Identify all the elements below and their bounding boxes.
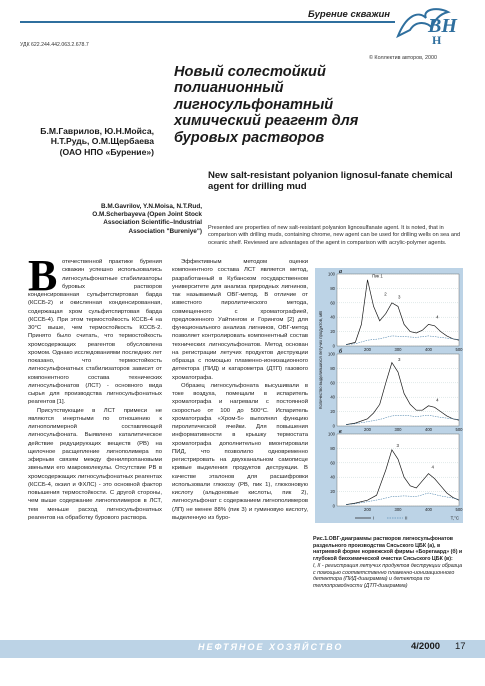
header-rule	[20, 21, 395, 23]
figure-ylabel: Количество выделившихся летучих продуктов, мВ	[318, 311, 323, 409]
journal-name: НЕФТЯНОЕ ХОЗЯЙСТВО	[198, 642, 344, 652]
panel-label: б	[339, 349, 342, 356]
y-tick-label: 100	[328, 271, 335, 277]
y-tick-label: 60	[330, 460, 335, 466]
y-tick-label: 20	[330, 409, 335, 415]
paragraph: Образец лигносульфоната высушивали в токе воздуха, помещали в испаритель хроматографа и нагревали с постоянной скоростью от 100 до 500°С. Испаритель хроматографа «Хром-5» выполнял функцию пиролитической ячейки. Для повышения информативности в крышку термостата хроматографа дополнительно вмонтировали ПИД, что позволило одновременно регистрировать на двухканальном самописце кривые выделения продуктов деструкции. В качестве эталонов для расшифровки использовали глюкозу (РВ, пик 1), глюконовую кислоту (альдоновые кислоты, пик 2), лигносульфонат с содержанием лигнополимеров (ЛП) не менее 88% (пик 3) и гуминовую кислоту, выделенную из буро-	[172, 382, 308, 521]
y-tick-label: 80	[330, 285, 335, 291]
svg-text:Н: Н	[432, 33, 442, 46]
x-tick-label: 400	[425, 347, 432, 352]
legend-label: I	[373, 515, 375, 521]
y-tick-label: 100	[328, 431, 335, 437]
author-line: Н.Т.Рудь, О.М.Щербаева	[50, 136, 154, 147]
page-number: 17	[455, 641, 466, 652]
paragraph	[28, 251, 162, 407]
article-title-en: New salt-resistant polyanion lignosul-fanate chemical agent for drilling mud	[208, 170, 453, 192]
x-tick-label: 300	[394, 507, 402, 512]
peak-label: 4	[436, 397, 439, 403]
caption-text: I, II - регистрация летучих продуктов деструкции образца с помощью соответственно пламенно-ионизационного детектора (ПИД-диаграмма) и детектора по теплопроводности (ДТП-диаграмма)	[313, 562, 463, 589]
y-tick-label: 20	[330, 329, 335, 335]
plot-area	[337, 274, 459, 346]
authors-ru	[26, 126, 154, 157]
y-tick-label: 0	[332, 423, 335, 429]
x-tick-label: 500	[455, 427, 463, 432]
author-line: (ОАО НПО «Бурение»)	[59, 146, 154, 157]
copyright: © Коллектив авторов, 2000	[368, 55, 437, 61]
journal-logo-icon	[392, 2, 464, 46]
author-line: O.M.Scherbayeva (Open Joint Stock	[92, 211, 202, 219]
paragraph: Эффективным методом оценки компонентного состава ЛСТ является метод, разработанный в Кубанском государственном университете для анализа природных лигнинов, так называемый ОВГ-метод. В отличие от известного пиролитического метода, совмещенного с хроматографией, предложенного Уайтингом и Горингом [2] для функционального анализа лигнинов, ОВГ-метод позволяет контролировать компонентный состав технических лигносульфонатов. Метод основан на регистрации летучих продуктов деструкции образца с помощью пламенно-ионизационного детектора (ПИД) и катарометра (ДТП) газового хроматографа.	[172, 259, 308, 381]
y-tick-label: 60	[330, 300, 335, 306]
section-title: Бурение скважин	[308, 9, 390, 20]
peak-label: 3	[398, 357, 401, 363]
svg-text:ВН: ВН	[428, 15, 457, 37]
figure-ovg-diagrams	[315, 268, 463, 523]
y-tick-label: 0	[332, 343, 335, 349]
panel-label: а	[339, 269, 342, 276]
body-column-2	[172, 258, 308, 522]
panel-label: в	[339, 429, 342, 436]
peak-label: 3	[396, 442, 399, 448]
x-tick-label: 500	[455, 347, 463, 352]
x-tick-label: 300	[394, 427, 402, 432]
article-title-ru: Новый солестойкий полианионный лигносульфонатный химический реагент для буровых растворов	[174, 64, 359, 146]
y-tick-label: 80	[330, 445, 335, 451]
drop-cap: В	[28, 251, 58, 300]
author-line: Association Scientific–Industrial	[103, 219, 202, 227]
dropcap-spacer	[28, 251, 62, 300]
y-tick-label: 40	[330, 394, 335, 400]
abstract-en: Presented are properties of new salt-resistant polyanion lignosulfanate agent. It is noted, that in comparison with drilling muds, containing chrome, new agent can be used for drilling wells on sea and oceanic shelf. Reviewed are advantages of the agent in comparison with acrylic-polymer agents.	[208, 225, 461, 246]
paragraph-text: отечественной практике бурения скважин успешно использовались лигносульфонатные стабилизаторы буровых растворов конденсированная сульфитспиртовая барда (КССБ-2) и окисленная конденсированная, содержащая хром сульфитспиртовая барда (КССБ-4). При этом термостойкость КССБ-4 на 30°С выше, чем термостойкость КССБ-2. Принято было считать, что термостойкость хромсодержащих реагентов обусловлена хромом. Однако исследованиями последних лет показано, что термостойкость лигносульфонатных стабилизаторов зависит от компонентного состава технических лигносульфонатов (ЛСТ) - основного вида сырья для производства лигносульфонатных реагентов [1].	[28, 259, 162, 406]
peak-label: 3	[398, 294, 401, 300]
author-line: Association "Bureniye")	[128, 227, 202, 235]
udk-code: УДК 622.244.442.063.2.678.7	[20, 42, 89, 48]
issue-number: 4/2000	[411, 641, 441, 652]
peak-label: 4	[431, 464, 435, 470]
x-tick-label: 300	[394, 347, 402, 352]
peak-label: Пик 1	[372, 273, 383, 279]
author-line: Б.М.Гаврилов, Ю.Н.Мойса,	[40, 126, 154, 136]
y-tick-label: 20	[330, 489, 335, 495]
y-tick-label: 40	[330, 314, 335, 320]
y-tick-label: 40	[330, 474, 335, 480]
peak-label: 4	[436, 314, 439, 320]
x-tick-label: 400	[425, 427, 432, 432]
peak-label: 2	[384, 291, 387, 297]
x-tick-label: 200	[364, 507, 371, 512]
x-tick-label: 400	[425, 507, 432, 512]
legend-label: II	[405, 515, 408, 521]
y-tick-label: 80	[330, 365, 335, 371]
x-tick-label: 200	[364, 347, 371, 352]
y-tick-label: 60	[330, 380, 335, 386]
y-tick-label: 100	[328, 351, 335, 357]
caption-title: Рис.1.ОВГ-диаграммы растворов лигносульфонатов раздельного производства Сясьского ЦБК (а), в натриевой форме норвежской фирмы «Борегаард» (б) и глубокой биохимической очистки Сясьского ЦБК (в):	[313, 536, 463, 563]
x-unit-label: T,°C	[450, 515, 459, 521]
body-column-1	[28, 251, 162, 522]
paragraph: Присутствующие в ЛСТ примеси не являются инертными по отношению к лигнополимерной составляющей лигносульфоната. Выявлено каталитическое действие редуцирующих веществ (РВ) на щелочное расщепление лигнополимера по эфирным связям между фенилпропановыми звеньями его макромолекулы. Отсутствие РВ в хромсодержащих лигносульфонатных реагентах (КССБ-4, окзил и ФХЛС) - это основной фактор повышения термостойкости. С другой стороны, чем выше содержание лигнополимеров в ЛСТ, тем меньше расход лигносульфонатных реагентов на обработку бурового раствора.	[28, 407, 162, 521]
figure-caption	[313, 536, 465, 590]
authors-en	[48, 203, 202, 236]
author-line: B.M.Gavrilov, Y.N.Moisa, N.T.Rud,	[101, 203, 202, 210]
x-tick-label: 200	[364, 427, 371, 432]
plot-area	[337, 354, 459, 426]
x-tick-label: 500	[455, 507, 463, 512]
y-tick-label: 0	[332, 503, 335, 509]
